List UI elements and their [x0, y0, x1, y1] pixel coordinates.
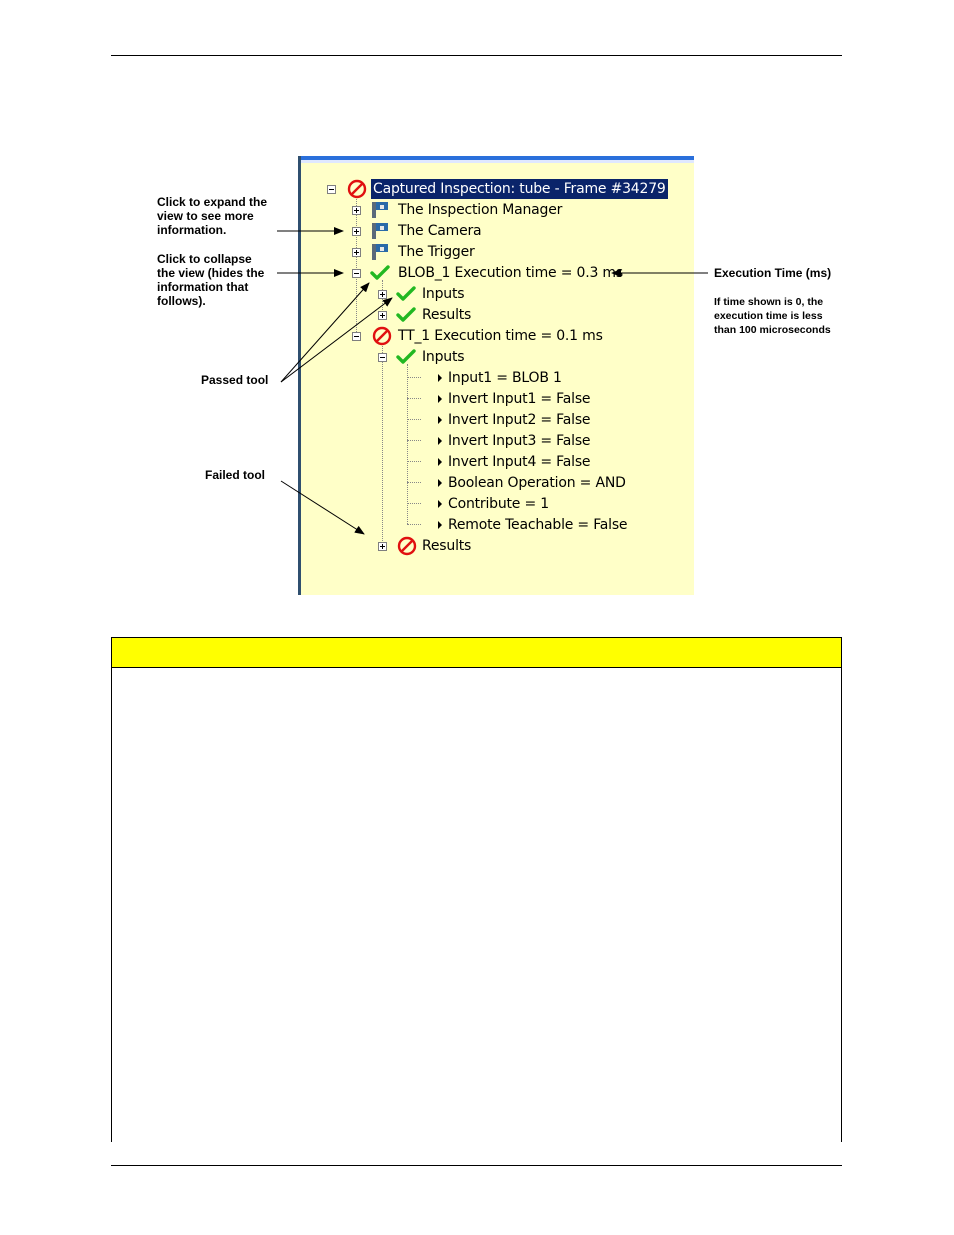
collapse-toggle[interactable]: [352, 269, 361, 278]
flag-icon: [371, 200, 391, 220]
camera-label[interactable]: The Camera: [398, 223, 482, 239]
annotation-collapse: [157, 252, 264, 308]
table-header: [111, 637, 842, 668]
tree-hline: [407, 524, 421, 525]
tt-1-label[interactable]: TT_1 Execution time = 0.1 ms: [398, 328, 603, 344]
tree-line-tt: [382, 343, 383, 545]
expand-toggle[interactable]: [352, 227, 361, 236]
annotation-failed-tool: Failed tool: [205, 468, 265, 482]
tree-hline: [407, 440, 421, 441]
parameter-arrow-icon: [437, 394, 443, 404]
param-label[interactable]: Input1 = BLOB 1: [448, 370, 562, 386]
passed-icon: [396, 348, 416, 366]
param-label[interactable]: Invert Input4 = False: [448, 454, 591, 470]
passed-icon: [396, 285, 416, 303]
failed-icon: [397, 536, 417, 556]
parameter-arrow-icon: [437, 373, 443, 383]
annotation-line: Click to expand the: [157, 195, 268, 209]
annotation-line: follows).: [157, 294, 206, 308]
param-label[interactable]: Invert Input3 = False: [448, 433, 591, 449]
inspection-manager-label[interactable]: The Inspection Manager: [398, 202, 563, 218]
annotation-line: Click to collapse: [157, 252, 252, 266]
flag-icon: [371, 242, 391, 262]
tree-hline: [407, 503, 421, 504]
tt-inputs-label[interactable]: Inputs: [422, 349, 465, 365]
parameter-arrow-icon: [437, 520, 443, 530]
passed-icon: [370, 264, 390, 282]
annotation-passed-tool: Passed tool: [201, 373, 269, 387]
panel-title-bar-highlight: [301, 160, 694, 163]
tt-results-label[interactable]: Results: [422, 538, 472, 554]
param-label[interactable]: Invert Input1 = False: [448, 391, 591, 407]
parameter-arrow-icon: [437, 457, 443, 467]
inspection-tree-panel: [298, 156, 694, 595]
annotation-line: view to see more: [157, 209, 254, 223]
parameter-arrow-icon: [437, 478, 443, 488]
collapse-toggle[interactable]: [327, 185, 336, 194]
annotation-line: than 100 microseconds: [714, 324, 831, 336]
tree-line-tt-inputs: [407, 364, 408, 524]
param-label[interactable]: Contribute = 1: [448, 496, 549, 512]
failed-icon: [372, 326, 392, 346]
expand-toggle[interactable]: [352, 206, 361, 215]
param-label[interactable]: Remote Teachable = False: [448, 517, 628, 533]
expand-toggle[interactable]: [378, 311, 387, 320]
blob-results-label[interactable]: Results: [422, 307, 472, 323]
tree-hline: [407, 482, 421, 483]
tree-hline: [407, 419, 421, 420]
parameter-arrow-icon: [437, 436, 443, 446]
failed-icon: [347, 179, 367, 199]
blob-1-label[interactable]: BLOB_1 Execution time = 0.3 ms: [398, 265, 623, 281]
collapse-toggle[interactable]: [378, 353, 387, 362]
param-label[interactable]: Invert Input2 = False: [448, 412, 591, 428]
parameter-arrow-icon: [437, 415, 443, 425]
table-body: [111, 667, 842, 1142]
tree-hline: [407, 398, 421, 399]
parameter-arrow-icon: [437, 499, 443, 509]
annotation-exec-note: [714, 295, 831, 337]
trigger-label[interactable]: The Trigger: [398, 244, 475, 260]
annotation-line: information that: [157, 280, 249, 294]
annotation-exec-title: Execution Time (ms): [714, 266, 832, 280]
annotation-expand: [157, 195, 267, 237]
expand-toggle[interactable]: [378, 542, 387, 551]
footer-rule: [111, 1165, 842, 1166]
annotation-line: the view (hides the: [157, 266, 265, 280]
param-label[interactable]: Boolean Operation = AND: [448, 475, 626, 491]
passed-icon: [396, 306, 416, 324]
root-label[interactable]: Captured Inspection: tube - Frame #34279: [373, 181, 666, 197]
tree-line-root: [356, 196, 357, 340]
annotation-line: information.: [157, 223, 227, 237]
flag-icon: [371, 221, 391, 241]
expand-toggle[interactable]: [352, 248, 361, 257]
tree-hline: [407, 377, 421, 378]
annotation-line: execution time is less: [714, 310, 823, 322]
tree-hline: [407, 461, 421, 462]
collapse-toggle[interactable]: [352, 332, 361, 341]
expand-toggle[interactable]: [378, 290, 387, 299]
annotation-line: If time shown is 0, the: [714, 296, 824, 308]
blob-inputs-label[interactable]: Inputs: [422, 286, 465, 302]
header-rule: [111, 55, 842, 56]
